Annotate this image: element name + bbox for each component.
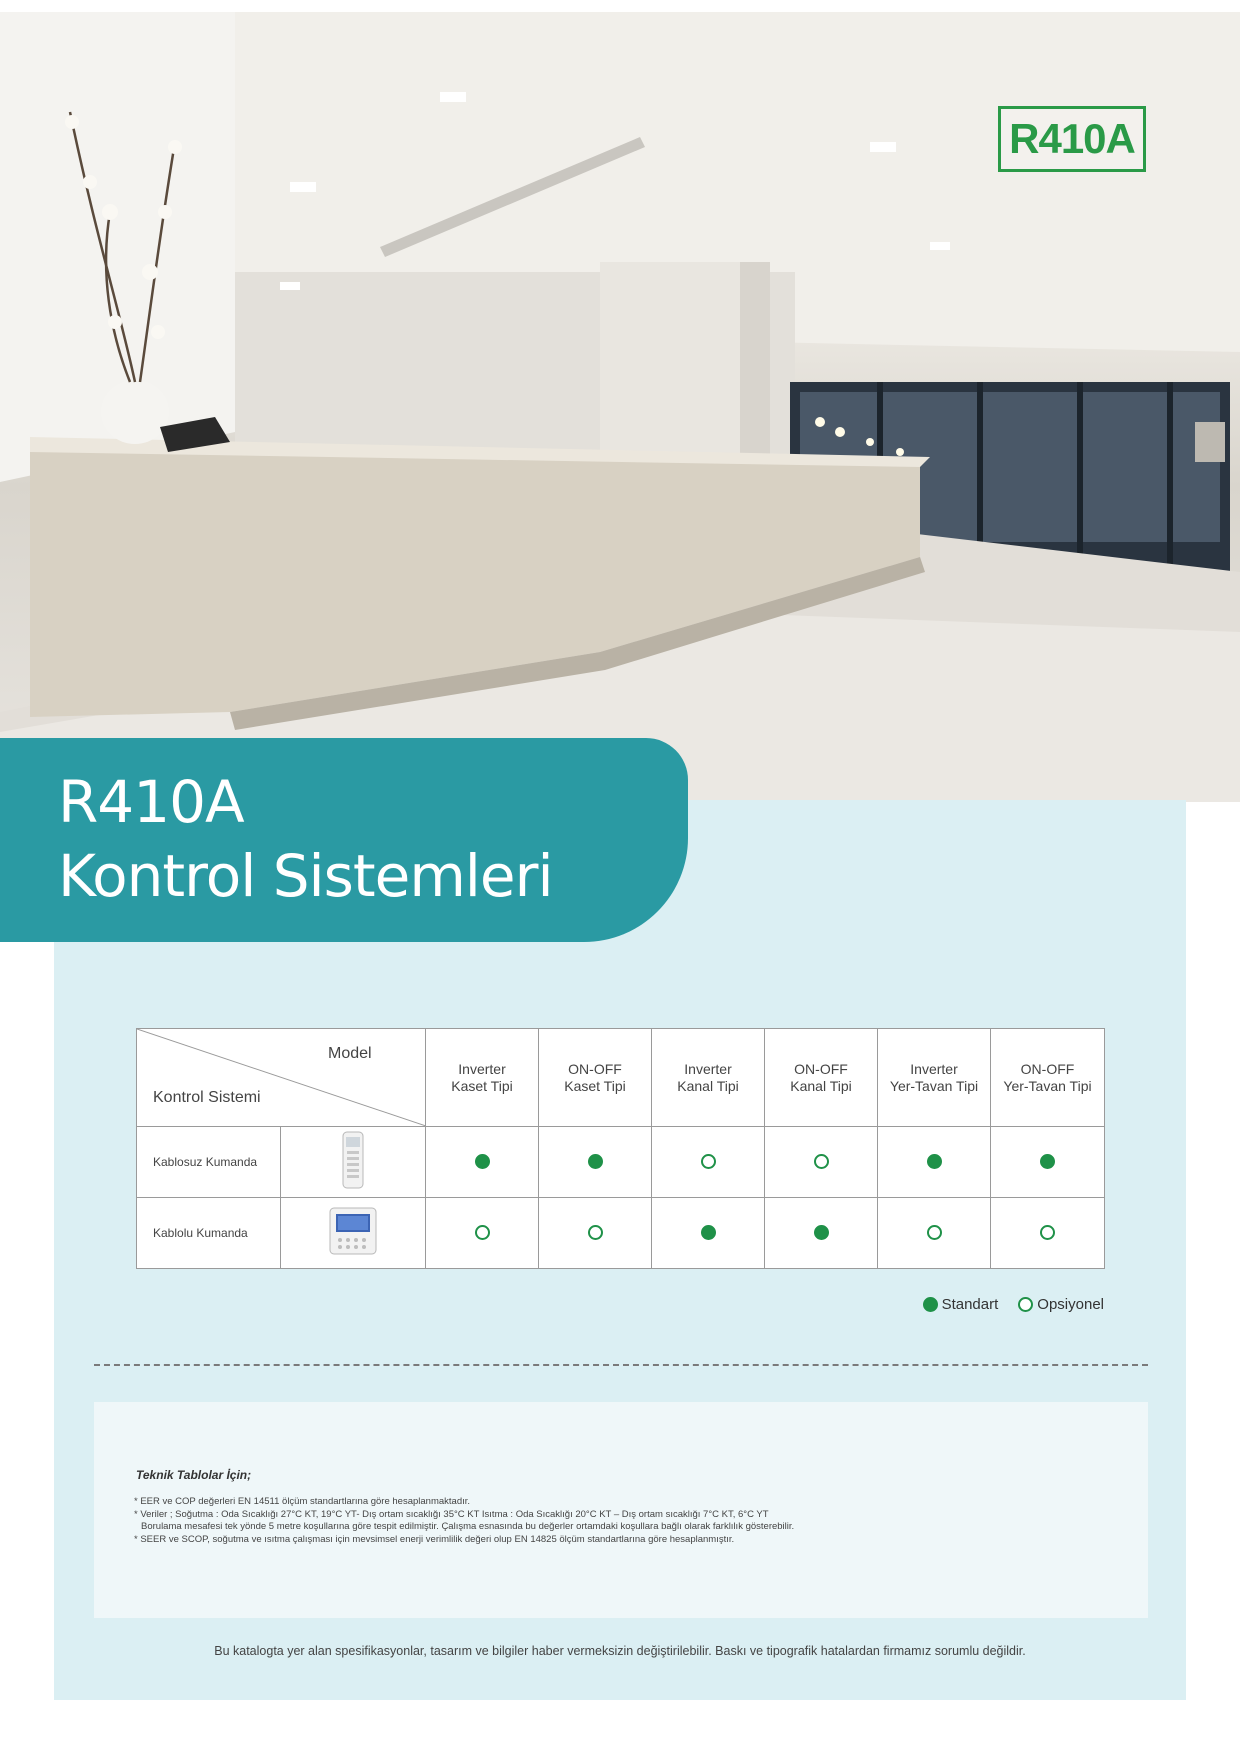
- optional-dot: [927, 1225, 942, 1240]
- legend-optional: Opsiyonel: [1018, 1296, 1104, 1313]
- table-header-row: [137, 1029, 1105, 1127]
- row-label: Kablolu Kumanda: [137, 1198, 281, 1269]
- control-systems-table: [136, 1028, 1105, 1269]
- hero-photo: [0, 12, 1240, 802]
- disclaimer: Bu katalogta yer alan spesifikasyonlar, tasarım ve bilgiler haber vermeksizin değiştirilebilir. Baskı ve tipografik hatalardan firmamız sorumlu değildir.: [214, 1644, 1026, 1658]
- standard-dot: [588, 1154, 603, 1169]
- device-cell: [281, 1127, 426, 1198]
- standard-dot: [475, 1154, 490, 1169]
- column-header: ON-OFF Kanal Tipi: [765, 1029, 878, 1127]
- column-header: Inverter Yer-Tavan Tipi: [878, 1029, 991, 1127]
- standard-dot: [701, 1225, 716, 1240]
- title-line-1: R410A: [58, 768, 244, 836]
- row-label: Kablosuz Kumanda: [137, 1127, 281, 1198]
- column-header: Inverter Kaset Tipi: [426, 1029, 539, 1127]
- note-line: * Veriler ; Soğutma : Oda Sıcaklığı 27°C KT, 19°C YT- Dış ortam sıcaklığı 35°C KT Isıtma : Oda Sıcaklığı 20°C KT – Dış ortam sıcaklığı 7°C KT, 6°C YT: [134, 1508, 769, 1520]
- optional-dot: [475, 1225, 490, 1240]
- column-header: ON-OFF Kaset Tipi: [539, 1029, 652, 1127]
- title-band: [0, 738, 688, 942]
- title-line-2: Kontrol Sistemleri: [58, 842, 553, 910]
- table-corner-cell: [137, 1029, 426, 1127]
- optional-dot: [1040, 1225, 1055, 1240]
- model-label: Model: [328, 1045, 372, 1062]
- note-line: * SEER ve SCOP, soğutma ve ısıtma çalışması için mevsimsel enerji verimlilik değeri olup EN 14825 ölçüm standartlarına göre hesaplanmıştır.: [134, 1533, 735, 1545]
- notes-title: Teknik Tablolar İçin;: [136, 1468, 252, 1482]
- notes-list: [134, 1496, 1114, 1546]
- legend-standard: Standart: [923, 1296, 999, 1313]
- technical-notes: [94, 1402, 1148, 1618]
- dashed-divider: [94, 1364, 1148, 1366]
- standard-dot: [1040, 1154, 1055, 1169]
- optional-dot: [1018, 1297, 1033, 1312]
- standard-dot: [927, 1154, 942, 1169]
- control-system-label: Kontrol Sistemi: [153, 1089, 261, 1106]
- column-header: ON-OFF Yer-Tavan Tipi: [991, 1029, 1105, 1127]
- optional-dot: [701, 1154, 716, 1169]
- optional-dot: [814, 1154, 829, 1169]
- note-line: * EER ve COP değerleri EN 14511 ölçüm standartlarına göre hesaplanmaktadır.: [134, 1496, 471, 1507]
- optional-dot: [588, 1225, 603, 1240]
- device-cell: [281, 1198, 426, 1269]
- column-header: Inverter Kanal Tipi: [652, 1029, 765, 1127]
- remote-control-icon: [336, 1131, 370, 1189]
- table-row: [137, 1127, 1105, 1198]
- diagonal-line: [137, 1029, 426, 1126]
- note-line: Borulama mesafesi tek yönde 5 metre koşullarına göre tespit edilmiştir. Çalışma esnasında bu değerler ortamdaki koşullara bağlı olarak farklılık gösterebilir.: [141, 1521, 795, 1532]
- table-row: [137, 1198, 1105, 1269]
- r410a-logo: R410A: [998, 106, 1146, 172]
- standard-dot: [814, 1225, 829, 1240]
- legend: [903, 1296, 1104, 1313]
- wired-controller-icon: [328, 1206, 378, 1256]
- standard-dot: [923, 1297, 938, 1312]
